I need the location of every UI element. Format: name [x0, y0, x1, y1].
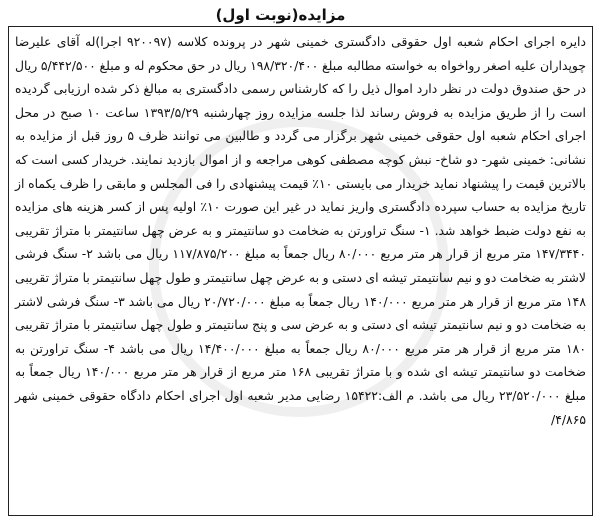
notice-body: دایره اجرای احکام شعبه اول حقوقی دادگستری خمینی شهر در پرونده کلاسه (۹۲۰۰۹۷ اجرا)له آقای علیرضا چوپداران علیه اصغر رواخواه به خواسته مطالبه مبلغ ۱۹۸/۳۲۰/۴۰۰ ریال در حق محکوم له و مبلغ ۵/۴۴۲/۵۰۰ ریال در حق صندوق دولت در نظر دارد اموال ذیل را که کارشناس رسمی دادگستری به مبالغ ذکر شده ارزیابی گردیده است را از طریق مزایده به فروش رساند لذا جلسه مزایده روز چهارشنبه ۱۳۹۳/۵/۲۹ ساعت ۱۰ صبح در محل اجرای احکام شعبه اول حقوقی خمینی شهر برگزار می گردد و طالبین می توانند ظرف ۵ روز قبل از مزایده به نشانی: خمینی شهر- دو شاخ- نبش کوچه مصطفی کوهی مراجعه و از اموال بازدید نمایند. خریدار کسی است که بالاترین قیمت را پیشنهاد نماید خریدار می بایستی ۱۰٪ قیمت پیشنهادی را فی المجلس و مابقی را ظرف یکماه از تاریخ مزایده به حساب سپرده دادگستری واریز نماید در غیر این صورت ۱۰٪ اولیه پس از کسر هزینه های مزایده به نفع دولت ضبط خواهد شد. ۱- سنگ تراورتن به ضخامت دو سانتیمتر و به عرض چهل سانتیمتر با متراژ تقریبی ۱۴۷/۳۴۴۰ متر مربع از قرار هر متر مربع ۸۰/۰۰۰ ریال جمعاً به مبلغ ۱۱۷/۸۷۵/۲۰۰ ریال می باشد ۲- سنگ فرشی لاشتر به ضخامت دو و نیم سانتیمتر تیشه ای دستی و به عرض چهل سانتیمتر و طول چهل سانتیمتر با متراژ تقریبی ۱۴۸ متر مربع از قرار هر متر مربع ۱۴۰/۰۰۰ ریال جمعاً به مبلغ ۲۰/۷۲۰/۰۰۰ ریال می باشد ۳- سنگ فرشی لاشتر به ضخامت دو و نیم سانتیمتر تیشه ای دستی و به عرض سی و پنج سانتیمتر و طول چهل سانتیمتر با متراژ تقریبی ۱۸۰ متر مربع از قرار هر متر مربع ۸۰/۰۰۰ ریال جمعاً به مبلغ ۱۴/۴۰۰/۰۰۰ ریال می باشد ۴- سنگ تراورتن به ضخامت دو سانتیمتر تیشه ای شده و با متراژ تقریبی ۱۶۸ متر مربع از قرار هر متر مربع ۱۴۰/۰۰۰ ریال جمعاً به مبلغ ۲۳/۵۲۰/۰۰۰ ریال می باشد. م الف:۱۵۴۲۲ رضایی مدیر شعبه اول اجرای احکام دادگاه حقوقی خمینی شهر ۴/۸۶۵/	[15, 34, 586, 427]
notice-frame	[8, 26, 593, 516]
notice-title: مزایده(نوبت اول)	[215, 6, 346, 24]
auction-notice	[8, 4, 593, 519]
